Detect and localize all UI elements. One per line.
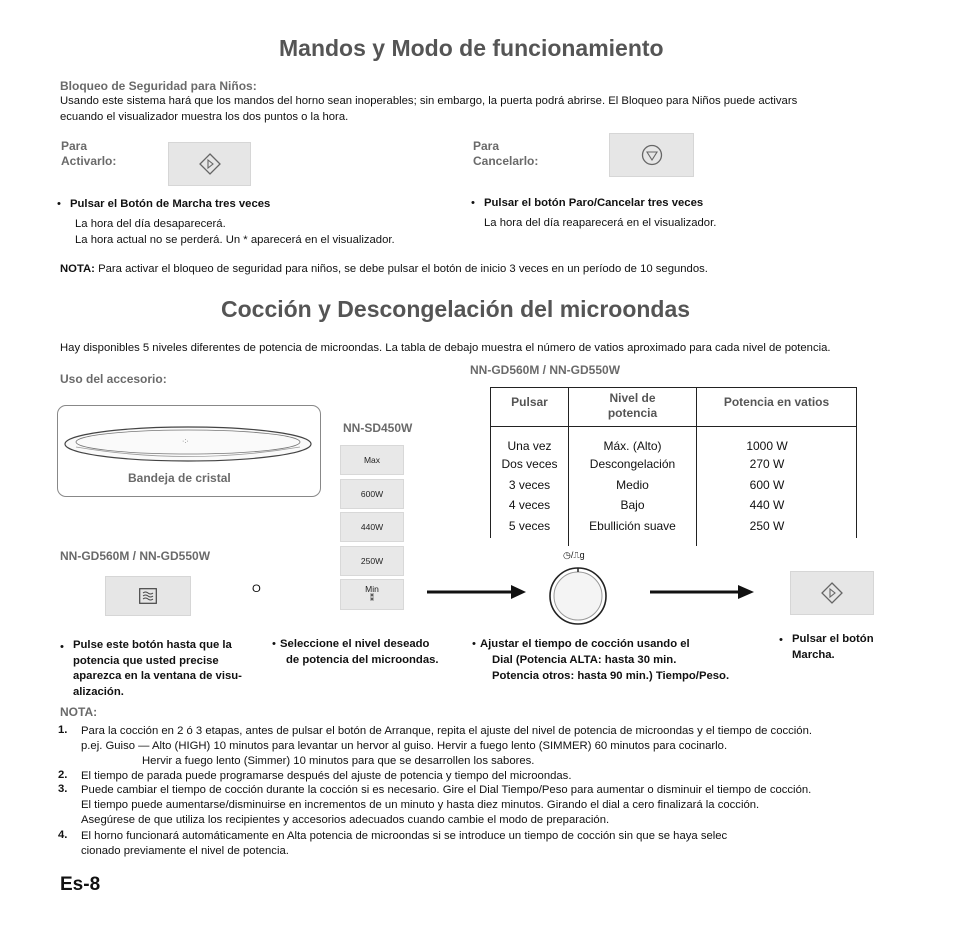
- step1-line: aparezca en la ventana de visu-: [73, 670, 242, 682]
- note1-line: Hervir a fuego lento (Simmer) 10 minutos para que se desarrollen los sabores.: [142, 755, 535, 767]
- step1-text: [73, 638, 242, 700]
- note1-line: Para la cocción en 2 ó 3 etapas, antes de pulsar el botón de Arranque, repita el ajuste del nivel de potencia de microondas y el tiempo de cocción.: [81, 725, 812, 737]
- table-spacer-row: [491, 536, 856, 546]
- table-cell: Máx. (Alto): [569, 426, 697, 454]
- dial-label-separator: /: [570, 550, 574, 560]
- note4-line: El horno funcionará automáticamente en Alta potencia de microondas si se introduce un tiempo de cocción sin que se haya selec: [81, 830, 728, 842]
- table-cell: Descongelación: [569, 454, 697, 475]
- page-number: Es-8: [60, 874, 101, 895]
- time-weight-dial[interactable]: [548, 566, 608, 626]
- power-button-440w[interactable]: 440W: [340, 512, 404, 542]
- clock-icon: ◷: [563, 550, 571, 560]
- step3-line: Potencia otros: hasta 90 min.) Tiempo/Peso.: [492, 670, 730, 682]
- svg-text:·:·: ·:·: [182, 438, 189, 445]
- power-button-max[interactable]: Max: [340, 445, 404, 475]
- child-lock-note: [60, 261, 708, 277]
- note3-line: Puede cambiar el tiempo de cocción durante la cocción si es necesario. Gire el Dial Tiempo/Peso para aumentar o disminuir el tiempo de cocción.: [81, 784, 812, 796]
- step1-line: alización.: [73, 685, 124, 698]
- accessory-label: Uso del accesorio:: [60, 372, 167, 386]
- activate-bullet: •: [57, 198, 61, 210]
- note1-number: 1.: [58, 724, 68, 736]
- stop-icon: [641, 144, 663, 166]
- power-table-frame: [490, 387, 857, 538]
- table-cell: 4 veces: [491, 495, 569, 516]
- cancel-line-1: La hora del día reaparecerá en el visualizador.: [484, 217, 717, 229]
- start-button[interactable]: [168, 142, 251, 186]
- step2-line: Seleccione el nivel deseado: [280, 638, 430, 650]
- table-row: [491, 426, 856, 454]
- note4-number: 4.: [58, 829, 68, 841]
- or-label: O: [252, 583, 261, 595]
- activate-label: [61, 139, 116, 169]
- step1-line: Pulse este botón hasta que la: [73, 639, 232, 651]
- note3-number: 3.: [58, 783, 68, 795]
- cancel-label-line1: Para: [473, 139, 500, 153]
- microwave-icon: [139, 588, 157, 604]
- note3-line: El tiempo puede aumentarse/disminuirse en incrementos de un minuto y hasta diez minutos. Girando el dial a cero finalizará la cocción.: [81, 799, 760, 811]
- table-cell: 250 W: [749, 518, 785, 533]
- arrow-right-icon: [650, 583, 755, 601]
- activate-line-2: La hora actual no se perderá. Un * aparecerá en el visualizador.: [75, 234, 395, 246]
- table-model-label: NN-GD560M / NN-GD550W: [470, 363, 621, 377]
- activate-line-1: La hora del día desaparecerá.: [75, 218, 226, 230]
- start-icon: [821, 582, 843, 604]
- power-button-600w[interactable]: 600W: [340, 479, 404, 509]
- table-cell: 3 veces: [491, 475, 569, 496]
- step3-line: Dial (Potencia ALTA: hasta 30 min.: [492, 654, 677, 666]
- table-cell: Una vez: [491, 426, 569, 454]
- start-icon: [199, 153, 221, 175]
- note3-line: Asegúrese de que utiliza los recipientes y accesorios adecuados cuando cambie el modo de preparación.: [81, 814, 610, 826]
- activate-label-line2: Activarlo:: [61, 154, 117, 168]
- table-cell: 5 veces: [491, 516, 569, 537]
- intro-text: Hay disponibles 5 niveles diferentes de potencia de microondas. La tabla de debajo muestra el número de vatios aproximado para cada nivel de potencia.: [60, 342, 831, 354]
- step2-text: [280, 636, 439, 668]
- step2-bullet: •: [272, 638, 276, 650]
- step4-bullet: •: [779, 634, 783, 646]
- table-row: [491, 475, 856, 496]
- snowflake-icon: ⁑: [369, 593, 375, 603]
- step4-line: Marcha.: [792, 648, 835, 661]
- child-lock-desc-1: Usando este sistema hará que los mandos del horno sean inoperables; sin embargo, la puerta podrá abrirse. El Bloqueo para Niños puede activars: [60, 95, 798, 107]
- step1-line: potencia que usted precise: [73, 654, 219, 667]
- step1-bullet: •: [60, 641, 64, 653]
- cancel-label-line2: Cancelarlo:: [473, 154, 539, 168]
- power-table: [491, 388, 856, 546]
- table-header-nivel: [569, 388, 697, 426]
- weight-icon: ⎍g: [573, 550, 585, 560]
- table-header-potencia: Potencia en vatios: [697, 388, 857, 426]
- page-title: Mandos y Modo de funcionamiento: [279, 35, 664, 61]
- tray-label: Bandeja de cristal: [128, 471, 231, 485]
- table-cell: Medio: [569, 475, 697, 496]
- power-button-min-label: Min: [365, 584, 379, 594]
- table-cell: 600 W: [749, 477, 785, 492]
- activate-instruction: Pulsar el Botón de Marcha tres veces: [70, 198, 271, 210]
- note2-line: El tiempo de parada puede programarse después del ajuste de potencia y tiempo del microondas.: [81, 770, 572, 782]
- glass-tray-panel: [57, 405, 321, 497]
- start-button-step4[interactable]: [790, 571, 874, 615]
- microwave-button[interactable]: [105, 576, 191, 616]
- table-cell: 440 W: [749, 498, 785, 513]
- child-lock-desc-2: ecuando el visualizador muestra los dos puntos o la hora.: [60, 111, 349, 123]
- note-text: Para activar el bloqueo de seguridad para niños, se debe pulsar el botón de inicio 3 veces en un período de 10 segundos.: [98, 263, 708, 275]
- table-cell: 270 W: [749, 457, 785, 472]
- glass-tray-image: [58, 414, 320, 474]
- note2-number: 2.: [58, 769, 68, 781]
- table-row: [491, 495, 856, 516]
- gd-model-label: NN-GD560M / NN-GD550W: [60, 549, 211, 563]
- table-header-pulsar: Pulsar: [491, 388, 569, 426]
- sd-model-label: NN-SD450W: [343, 421, 413, 435]
- power-button-min[interactable]: [340, 579, 404, 610]
- note1-line: p.ej. Guiso — Alto (HIGH) 10 minutos para levantar un hervor al guiso. Hervir a fuego lento (SIMMER) 60 minutos para cocinarlo.: [81, 740, 728, 752]
- child-lock-heading: Bloqueo de Seguridad para Niños:: [60, 79, 257, 93]
- activate-label-line1: Para: [61, 139, 88, 153]
- power-button-250w[interactable]: 250W: [340, 546, 404, 576]
- step3-bullet: •: [472, 638, 476, 650]
- arrow-right-icon: [427, 583, 527, 601]
- step2-line: de potencia del microondas.: [286, 654, 439, 666]
- step3-text: [480, 636, 729, 684]
- table-row: [491, 516, 856, 537]
- step4-line: Pulsar el botón: [792, 633, 874, 645]
- table-header-nivel-text: Nivel de potencia: [607, 391, 658, 420]
- table-cell: Dos veces: [491, 454, 569, 475]
- note-label: NOTA:: [60, 263, 95, 275]
- table-cell: Ebullición suave: [569, 516, 697, 537]
- table-cell: Bajo: [569, 495, 697, 516]
- step3-line: Ajustar el tiempo de cocción usando el: [480, 638, 690, 650]
- cancel-instruction: Pulsar el botón Paro/Cancelar tres veces: [484, 197, 704, 209]
- cancel-label: [473, 139, 538, 169]
- notes-label: NOTA:: [60, 705, 98, 719]
- section-title: Cocción y Descongelación del microondas: [221, 296, 691, 322]
- step4-text: [792, 632, 874, 663]
- dial-label: [563, 550, 585, 561]
- table-row: [491, 454, 856, 475]
- cancel-bullet: •: [471, 197, 475, 209]
- stop-cancel-button[interactable]: [609, 133, 694, 177]
- note4-line: cionado previamente el nivel de potencia.: [81, 845, 289, 857]
- table-cell: 1000 W: [746, 439, 788, 453]
